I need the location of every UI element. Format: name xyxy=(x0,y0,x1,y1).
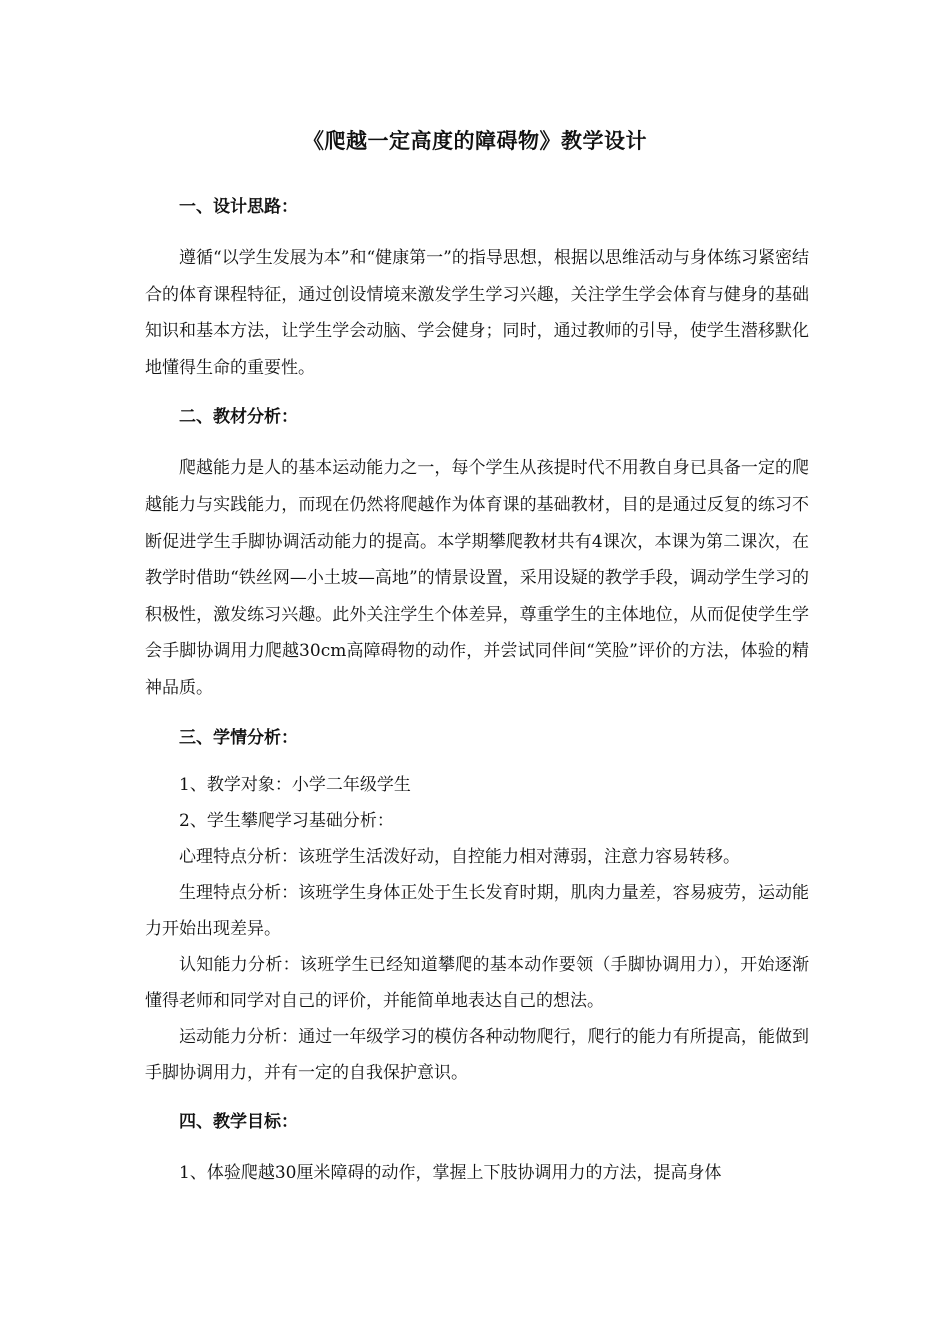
section-heading-material-analysis: 二、教材分析： xyxy=(179,407,298,428)
list-item-cognitive: 认知能力分析：该班学生已经知道攀爬的基本动作要领（手脚协调用力），开始逐渐懂得老师和同学对自己的评价，并能简单地表达自己的想法。 xyxy=(145,954,809,1011)
list-item-motor-ability: 运动能力分析：通过一年级学习的模仿各种动物爬行，爬行的能力有所提高，能做到手脚协调用力，并有一定的自我保护意识。 xyxy=(145,1026,809,1083)
paragraph-design-idea: 遵循“以学生发展为本”和“健康第一”的指导思想，根据以思维活动与身体练习紧密结合的体育课程特征，通过创设情境来激发学生学习兴趣，关注学生学会体育与健身的基础知识和基本方法，让学生学会动脑、学会健身；同时，通过教师的引导，使学生潜移默化地懂得生命的重要性。 xyxy=(145,248,809,378)
list-item-teaching-object: 1、教学对象：小学二年级学生 xyxy=(179,774,411,795)
section-heading-student-analysis: 三、学情分析： xyxy=(179,727,298,748)
list-item-goal-1: 1、体验爬越30厘米障碍的动作，掌握上下肢协调用力的方法，提高身体 xyxy=(179,1162,722,1183)
list-item-psychological: 心理特点分析：该班学生活泼好动，自控能力相对薄弱，注意力容易转移。 xyxy=(179,846,740,867)
section-heading-design-idea: 一、设计思路： xyxy=(179,197,298,217)
list-item-climbing-basis: 2、学生攀爬学习基础分析： xyxy=(179,810,394,831)
paragraph-material-analysis: 爬越能力是人的基本运动能力之一，每个学生从孩提时代不用教自身已具备一定的爬越能力与实践能力，而现在仍然将爬越作为体育课的基础教材，目的是通过反复的练习不断促进学生手脚协调活动能力的提高。本学期攀爬教材共有4课次，本课为第二课次，在教学时借助“铁丝网—小土坡—高地”的情景设置，采用设疑的教学手段，调动学生学习的积极性，激发练习兴趣。此外关注学生个体差异，尊重学生的主体地位，从而促使学生学会手脚协调用力爬越30cm高障碍物的动作，并尝试同伴间“笑脸”评价的方法，体验的精神品质。 xyxy=(145,458,809,698)
section-heading-teaching-goals: 四、教学目标： xyxy=(179,1111,298,1132)
document-title: 《爬越一定高度的障碍物》教学设计 xyxy=(303,128,647,153)
list-item-physiological: 生理特点分析：该班学生身体正处于生长发育时期，肌肉力量差，容易疲劳，运动能力开始出现差异。 xyxy=(145,882,809,939)
document-body xyxy=(145,190,809,1191)
